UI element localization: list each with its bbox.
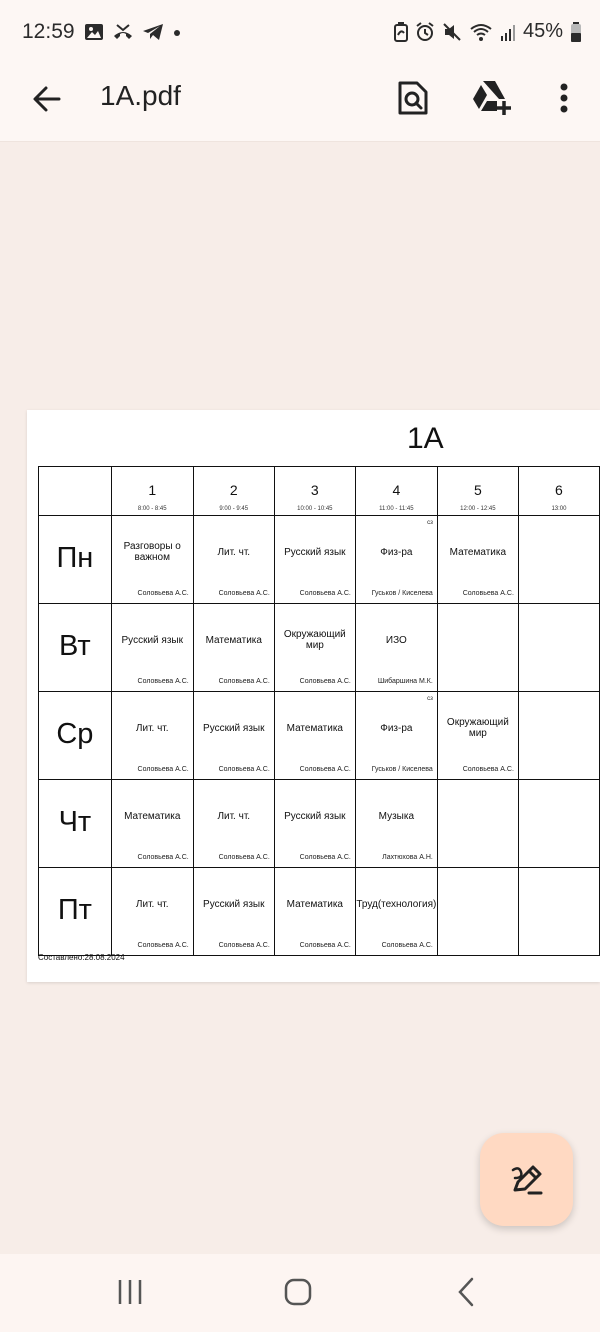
compiled-date: Составлено:28.08.2024 [38, 953, 125, 962]
back-button[interactable] [28, 80, 66, 118]
lesson-subject: Математика [124, 810, 181, 822]
status-bar [0, 0, 600, 66]
recents-button[interactable] [106, 1272, 154, 1312]
lesson-cell [193, 780, 274, 868]
schedule-title: 1А [407, 422, 444, 455]
lesson-subject: Русский язык [203, 722, 265, 734]
lesson-subject: Лит. чт. [135, 722, 169, 734]
lesson-subject: Окружающий мир [283, 629, 346, 651]
add-to-drive-button[interactable] [470, 76, 514, 120]
lesson-subject [523, 692, 595, 764]
day-cell [39, 692, 112, 780]
lesson-teacher: Гуськов / Киселева [371, 590, 433, 597]
period-time: 13:00 [551, 506, 567, 512]
battery-saver-icon [394, 22, 408, 42]
lesson-cell [274, 604, 355, 692]
lesson-cell [274, 516, 355, 604]
telegram-icon [142, 22, 164, 42]
lesson-cell [355, 516, 437, 604]
lesson-cell [437, 692, 518, 780]
lesson-teacher: Соловьева А.С. [137, 766, 189, 773]
lesson-teacher: Соловьева А.С. [137, 854, 189, 861]
lesson-subject: Окружающий мир [446, 717, 509, 739]
lesson-cell [355, 868, 437, 956]
lesson-subject: Труд(технология) [356, 898, 437, 910]
lesson-subject: ИЗО [385, 634, 407, 646]
lesson-subject [442, 780, 514, 852]
lesson-cell [355, 604, 437, 692]
lesson-subject: Русский язык [284, 546, 346, 558]
lesson-teacher: Гуськов / Киселева [371, 766, 433, 773]
lesson-cell [193, 516, 274, 604]
notification-icons [84, 22, 182, 42]
lesson-subject: Математика [286, 722, 343, 734]
header-row [39, 467, 600, 516]
lesson-subject: Физ-ра [380, 722, 413, 734]
day-row [39, 780, 600, 868]
period-number: 5 [473, 482, 482, 498]
dot-icon [172, 22, 182, 42]
more-options-button[interactable] [542, 76, 586, 120]
day-label: Вт [59, 630, 91, 662]
home-button[interactable] [274, 1272, 322, 1312]
status-time: 12:59 [22, 20, 75, 43]
lesson-teacher: Соловьева А.С. [381, 942, 433, 949]
day-label: Чт [58, 806, 92, 838]
period-header [518, 467, 599, 516]
back-nav-icon [457, 1277, 475, 1307]
lesson-subject: Русский язык [121, 634, 183, 646]
lesson-teacher: Соловьева А.С. [137, 678, 189, 685]
lesson-teacher: Шибаршина М.К. [377, 678, 433, 685]
lesson-teacher: Соловьева А.С. [218, 766, 270, 773]
lesson-teacher: Лахтюхова А.Н. [382, 854, 433, 861]
day-label: Пт [57, 894, 92, 926]
lesson-cell [437, 604, 518, 692]
schedule-table [38, 466, 600, 956]
period-number: 6 [555, 482, 563, 498]
lesson-cell [274, 780, 355, 868]
day-cell [39, 604, 112, 692]
lesson-subject: Математика [449, 546, 507, 558]
lesson-teacher: Соловьева А.С. [299, 766, 351, 773]
period-number: 2 [229, 482, 238, 498]
lesson-subject [523, 868, 595, 940]
period-header [274, 467, 355, 516]
missed-call-icon [112, 22, 134, 42]
lesson-teacher: Соловьева А.С. [218, 590, 270, 597]
lesson-cell [437, 868, 518, 956]
lesson-subject [523, 516, 595, 588]
more-vert-icon [559, 82, 569, 114]
lesson-subject [442, 604, 514, 676]
annotate-fab[interactable] [480, 1133, 573, 1226]
find-in-document-button[interactable] [391, 76, 435, 120]
signal-icon [500, 22, 516, 42]
back-nav-button[interactable] [442, 1272, 490, 1312]
lesson-teacher: Соловьева А.С. [299, 942, 351, 949]
gallery-icon [84, 22, 104, 42]
period-time: 8:00 - 8:45 [137, 506, 167, 512]
system-icons [394, 20, 582, 43]
day-row [39, 868, 600, 956]
arrow-back-icon [31, 83, 63, 115]
period-time: 11:00 - 11:45 [379, 506, 414, 512]
navigation-bar [0, 1254, 600, 1332]
lesson-subject: Математика [286, 898, 343, 910]
day-cell [39, 780, 112, 868]
pdf-page[interactable] [27, 410, 600, 982]
app-bar [0, 66, 600, 142]
lesson-teacher: Соловьева А.С. [462, 766, 514, 773]
lesson-subject: Лит. чт. [135, 898, 169, 910]
day-row [39, 604, 600, 692]
lesson-cell [274, 868, 355, 956]
period-time: 9:00 - 9:45 [219, 506, 249, 512]
period-header [437, 467, 518, 516]
lesson-teacher: Соловьева А.С. [299, 678, 351, 685]
lesson-room: сз [427, 696, 433, 702]
wifi-icon [469, 22, 493, 42]
lesson-subject: Русский язык [203, 898, 265, 910]
lesson-subject [523, 604, 595, 676]
lesson-subject [523, 780, 595, 852]
lesson-subject: Лит. чт. [217, 810, 251, 822]
lesson-teacher: Соловьева А.С. [218, 942, 270, 949]
lesson-teacher: Соловьева А.С. [218, 854, 270, 861]
lesson-teacher: Соловьева А.С. [299, 590, 351, 597]
lesson-cell [518, 692, 599, 780]
lesson-subject: Музыка [378, 810, 415, 822]
lesson-cell [193, 604, 274, 692]
lesson-cell [111, 692, 193, 780]
lesson-cell [518, 604, 599, 692]
period-header [193, 467, 274, 516]
mute-icon [442, 22, 462, 42]
period-time: 10:00 - 10:45 [297, 506, 333, 512]
lesson-cell [193, 692, 274, 780]
home-icon [284, 1278, 312, 1306]
lesson-cell [518, 780, 599, 868]
battery-percent: 45% [522, 20, 563, 42]
battery-icon [570, 21, 582, 43]
period-header [355, 467, 437, 516]
day-cell [39, 516, 112, 604]
corner-cell [39, 467, 112, 516]
lesson-cell [518, 868, 599, 956]
period-time: 12:00 - 12:45 [460, 506, 496, 512]
day-cell [39, 868, 112, 956]
lesson-subject: Русский язык [284, 810, 346, 822]
lesson-subject: Лит. чт. [217, 546, 251, 558]
lesson-cell [518, 516, 599, 604]
day-row [39, 516, 600, 604]
lesson-cell [274, 692, 355, 780]
lesson-teacher: Соловьева А.С. [299, 854, 351, 861]
add-to-drive-icon [471, 79, 513, 117]
lesson-subject: Физ-ра [380, 546, 413, 558]
document-title: 1A.pdf [100, 80, 181, 111]
period-number: 1 [148, 482, 157, 498]
period-header [111, 467, 193, 516]
lesson-cell [193, 868, 274, 956]
recents-icon [116, 1279, 144, 1305]
lesson-cell [111, 780, 193, 868]
lesson-cell [355, 780, 437, 868]
lesson-teacher: Соловьева А.С. [462, 590, 514, 597]
lesson-cell [111, 516, 193, 604]
period-number: 3 [310, 482, 319, 498]
lesson-cell [111, 604, 193, 692]
lesson-subject: Математика [205, 634, 262, 646]
edit-annotate-icon [509, 1162, 545, 1198]
lesson-teacher: Соловьева А.С. [218, 678, 270, 685]
find-in-document-icon [397, 80, 429, 116]
lesson-cell [437, 516, 518, 604]
day-label: Ср [56, 718, 94, 750]
lesson-room: сз [427, 520, 433, 526]
alarm-icon [415, 22, 435, 42]
lesson-teacher: Соловьева А.С. [137, 590, 189, 597]
lesson-subject: Разговоры о важном [123, 541, 181, 563]
lesson-cell [355, 692, 437, 780]
lesson-subject [442, 868, 514, 940]
period-number: 4 [392, 482, 401, 498]
lesson-teacher: Соловьева А.С. [137, 942, 189, 949]
lesson-cell [437, 780, 518, 868]
lesson-cell [111, 868, 193, 956]
day-row [39, 692, 600, 780]
day-label: Пн [56, 542, 94, 574]
